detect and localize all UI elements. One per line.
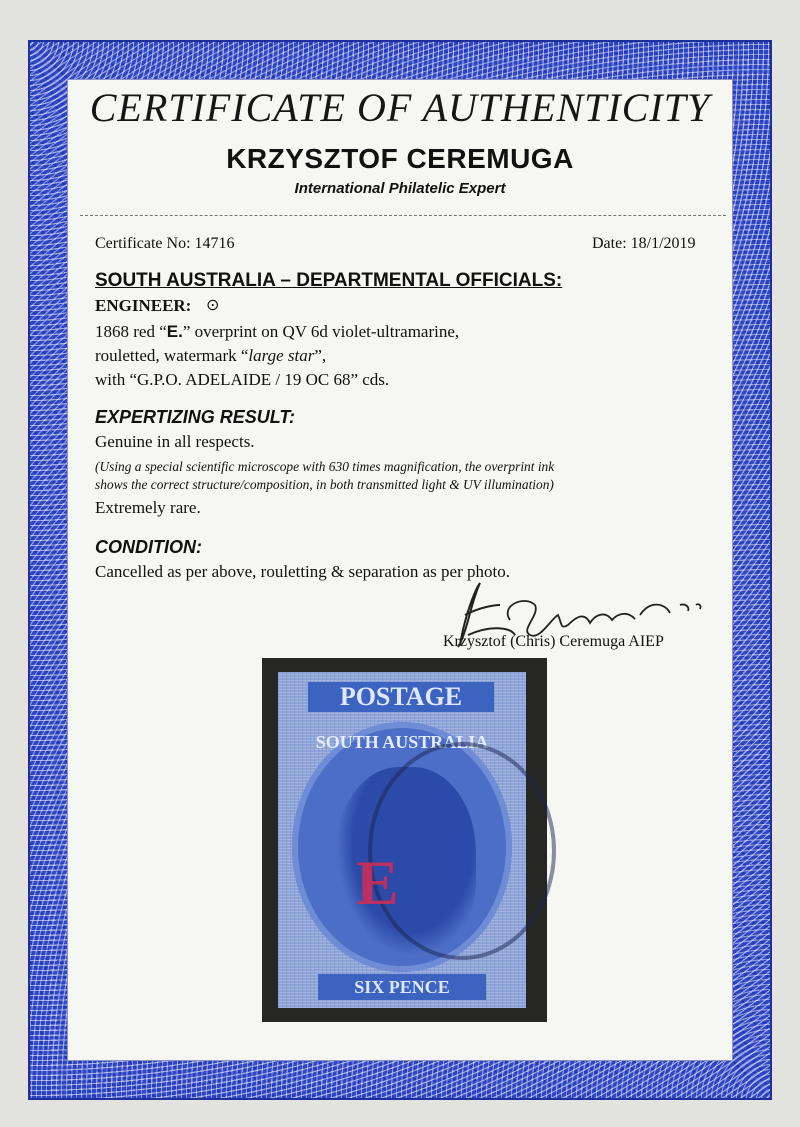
- certificate-date: Date: 18/1/2019: [592, 235, 696, 252]
- verdict-text: Genuine in all respects.: [95, 432, 255, 451]
- result-heading: EXPERTIZING RESULT:: [95, 407, 296, 427]
- used-symbol: ⊙: [206, 297, 220, 314]
- note-line: shows the correct structure/composition, in both transmitted light & UV illumination): [95, 477, 554, 492]
- stamp-value-label: SIX PENCE: [318, 974, 486, 1000]
- signer-name: Krzysztof (Chris) Ceremuga AIEP: [443, 633, 664, 650]
- expert-name: KRZYSZTOF CEREMUGA: [226, 143, 574, 174]
- section-label: ENGINEER:: [95, 296, 192, 315]
- stamp-top-label: POSTAGE: [308, 682, 494, 712]
- red-overprint: E: [356, 847, 399, 918]
- description-line: rouletted, watermark “large star”,: [95, 346, 327, 365]
- description-line: with “G.P.O. ADELAIDE / 19 OC 68” cds.: [95, 370, 390, 389]
- description-line: 1868 red “E.” overprint on QV 6d violet-ultramarine,: [95, 322, 460, 341]
- country-heading: SOUTH AUSTRALIA – DEPARTMENTAL OFFICIALS:: [95, 270, 563, 291]
- note-line: (Using a special scientific microscope with 630 times magnification, the overprint ink: [95, 459, 555, 474]
- stamp-image: [278, 672, 526, 1008]
- expert-title: International Philatelic Expert: [294, 180, 506, 197]
- certificate-title: CERTIFICATE OF AUTHENTICITY: [89, 85, 711, 130]
- condition-text: Cancelled as per above, rouletting & separation as per photo.: [95, 562, 510, 581]
- condition-heading: CONDITION:: [95, 537, 202, 557]
- rarity-text: Extremely rare.: [95, 498, 201, 517]
- stamp-country-label: SOUTH AUSTRALIA: [315, 732, 489, 752]
- certificate-number: Certificate No: 14716: [95, 235, 235, 252]
- divider: [80, 215, 726, 216]
